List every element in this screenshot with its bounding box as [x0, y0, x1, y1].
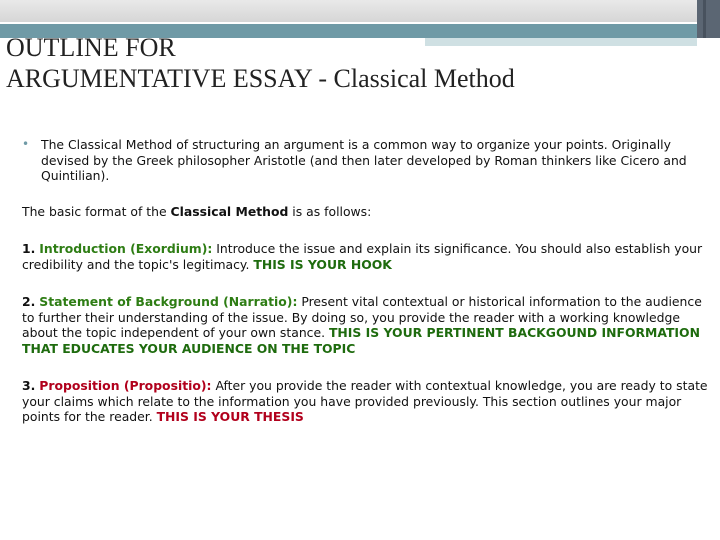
header-gray-bar	[0, 0, 697, 22]
format-intro-suffix: is as follows:	[288, 203, 372, 219]
item-callout: THIS IS YOUR THESIS	[156, 409, 304, 424]
item-term: Introduction (Exordium):	[39, 241, 213, 256]
item-number: 1.	[22, 241, 36, 256]
item-callout: THIS IS YOUR PERTINENT BACKGOUND INFORMATION THAT EDUCATES YOUR AUDIENCE ON THE TOPIC	[22, 325, 700, 356]
item-term: Proposition (Propositio):	[39, 378, 212, 393]
item-text: Introduce the issue and explain its significance. You should also establish your credibility and the topic's legitimacy.	[22, 241, 703, 272]
item-text: After you provide the reader with contextual knowledge, you are ready to state your claims which relate to the information you have provided previously. This section outlines your major points for the reader.	[22, 378, 708, 424]
format-intro-prefix: The basic format of the	[22, 203, 171, 219]
item-introduction	[22, 241, 712, 272]
format-intro	[22, 204, 712, 220]
item-background	[22, 294, 712, 356]
item-proposition	[22, 378, 712, 425]
item-term: Statement of Background (Narratio):	[39, 294, 298, 309]
title-line-1: OUTLINE FOR	[6, 33, 176, 62]
item-text: Present vital contextual or historical information to the audience to further their understanding of the issue. By doing so, you provide the reader with a working knowledge about the topic independent of your own stance.	[22, 294, 702, 340]
item-number: 2.	[22, 294, 36, 309]
slide-title	[6, 32, 706, 94]
slide-body	[22, 137, 712, 447]
title-line-2: ARGUMENTATIVE ESSAY - Classical Method	[6, 64, 515, 93]
bullet-dot-icon: •	[22, 137, 30, 151]
slide-header-band	[0, 0, 720, 24]
bullet-text: The Classical Method of structuring an argument is a common way to organize your points. Originally devised by the Greek philosopher Aristotle (and then later developed by Roman thinkers like Cicero and Quintilian).	[41, 137, 687, 183]
item-callout: THIS IS YOUR HOOK	[253, 256, 392, 272]
item-number: 3.	[22, 378, 36, 393]
format-intro-bold: Classical Method	[170, 203, 289, 219]
intro-bullet	[22, 137, 712, 184]
